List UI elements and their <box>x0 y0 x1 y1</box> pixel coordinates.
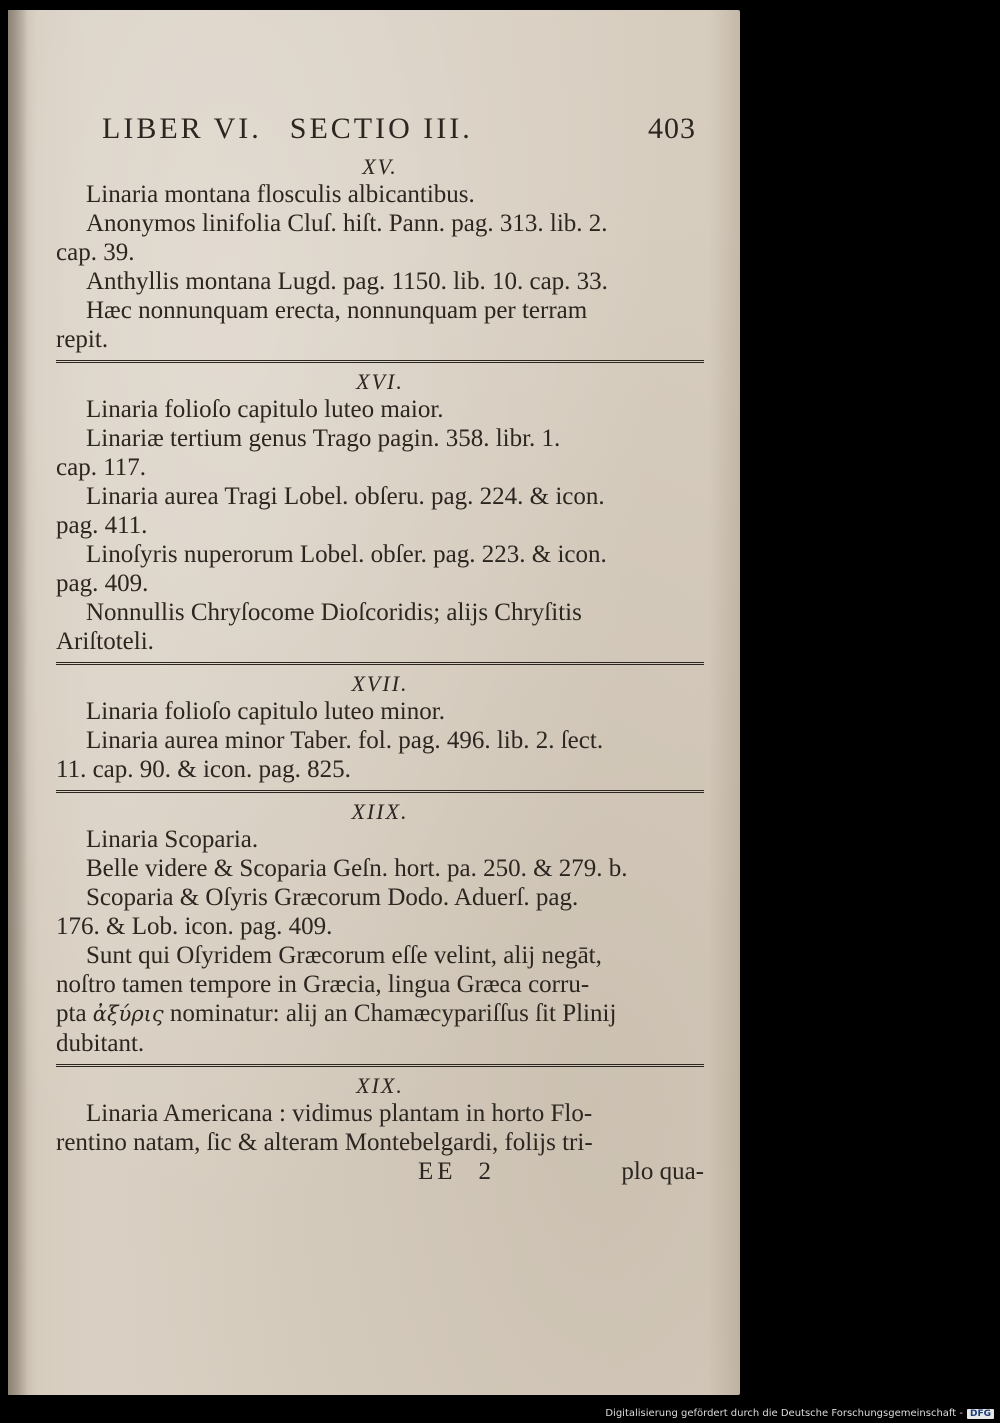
section-xvi <box>56 369 704 656</box>
text-line: Linaria Scoparia. <box>86 826 259 853</box>
running-header <box>56 114 704 154</box>
header-liber: LIBER VI. <box>102 112 262 145</box>
page-number: 403 <box>648 112 696 145</box>
section-numeral: XVI. <box>356 369 404 394</box>
header-sectio: SECTIO III. <box>289 112 473 145</box>
text-line: pag. 411. <box>56 512 148 539</box>
text-line: cap. 117. <box>56 454 147 481</box>
page-spine-shadow <box>8 10 28 1395</box>
page-text <box>56 114 704 1186</box>
credit-text: Digitalisierung gefördert durch die Deutsche Forschungsgemeinschaft - <box>605 1408 963 1419</box>
text-line: noſtro tamen tempore in Græcia, lingua Græca corru- <box>56 971 590 998</box>
section-divider <box>56 790 704 793</box>
section-divider <box>56 662 704 665</box>
signature-mark: EE <box>418 1158 457 1185</box>
text-line: 11. cap. 90. & icon. pag. 825. <box>56 756 351 783</box>
section-numeral: XVII. <box>351 671 409 696</box>
page-footer <box>56 1157 704 1186</box>
section-divider <box>56 360 704 363</box>
text-line: dubitant. <box>56 1030 145 1057</box>
section-numeral: XV. <box>362 154 398 179</box>
digitization-credit <box>605 1408 994 1419</box>
text-line: Ariſtoteli. <box>56 628 154 655</box>
text-line: Linaria aurea minor Taber. fol. pag. 496. lib. 2. ſect. <box>86 727 604 754</box>
text-line: Linaria aurea Tragi Lobel. obſeru. pag. 224. & icon. <box>86 483 605 510</box>
text-line: Linariæ tertium genus Trago pagin. 358. libr. 1. <box>86 425 561 452</box>
text-line: Linaria folioſo capitulo luteo maior. <box>86 396 444 423</box>
section-xix <box>56 1073 704 1157</box>
text-line: Scoparia & Oſyris Græcorum Dodo. Aduerſ. pag. <box>86 884 579 911</box>
section-divider <box>56 1064 704 1067</box>
greek-word: ἀξύρις <box>92 1002 164 1026</box>
text-line: repit. <box>56 326 109 353</box>
book-page <box>8 10 740 1395</box>
section-xiix <box>56 799 704 1058</box>
text-line: Sunt qui Oſyridem Græcorum eſſe velint, alij negāt, <box>86 942 602 969</box>
text-line-with-greek <box>56 999 704 1029</box>
text-line: Belle videre & Scoparia Geſn. hort. pa. 250. & 279. b. <box>86 855 628 882</box>
section-xv <box>56 154 704 354</box>
text-line: pag. 409. <box>56 570 149 597</box>
text-line: Linaria Americana : vidimus plantam in horto Flo- <box>86 1100 593 1127</box>
text-line: Nonnullis Chryſocome Dioſcoridis; alijs Chryſitis <box>86 599 582 626</box>
text-fragment: pta <box>56 1000 87 1027</box>
text-line: Hæc nonnunquam erecta, nonnunquam per terram <box>86 297 588 324</box>
text-line: Anthyllis montana Lugd. pag. 1150. lib. 10. cap. 33. <box>86 268 608 295</box>
text-line: rentino natam, ſic & alteram Montebelgardi, folijs tri- <box>56 1129 593 1156</box>
catchword: plo qua- <box>621 1158 704 1185</box>
text-line: 176. & Lob. icon. pag. 409. <box>56 913 333 940</box>
section-numeral: XIX. <box>356 1073 404 1098</box>
text-line: cap. 39. <box>56 239 135 266</box>
text-line: Anonymos linifolia Cluſ. hiſt. Pann. pag. 313. lib. 2. <box>86 210 608 237</box>
section-numeral: XIIX. <box>351 799 409 824</box>
text-line: Linoſyris nuperorum Lobel. obſer. pag. 223. & icon. <box>86 541 607 568</box>
text-line: Linaria montana flosculis albicantibus. <box>86 181 475 208</box>
text-line: Linaria folioſo capitulo luteo minor. <box>86 698 445 725</box>
text-fragment: nominatur: alij an Chamæcypariſſus ſit Plinij <box>163 1000 617 1027</box>
dfg-logo-icon: DFG <box>967 1409 994 1419</box>
section-xvii <box>56 671 704 784</box>
signature-number: 2 <box>478 1158 492 1185</box>
